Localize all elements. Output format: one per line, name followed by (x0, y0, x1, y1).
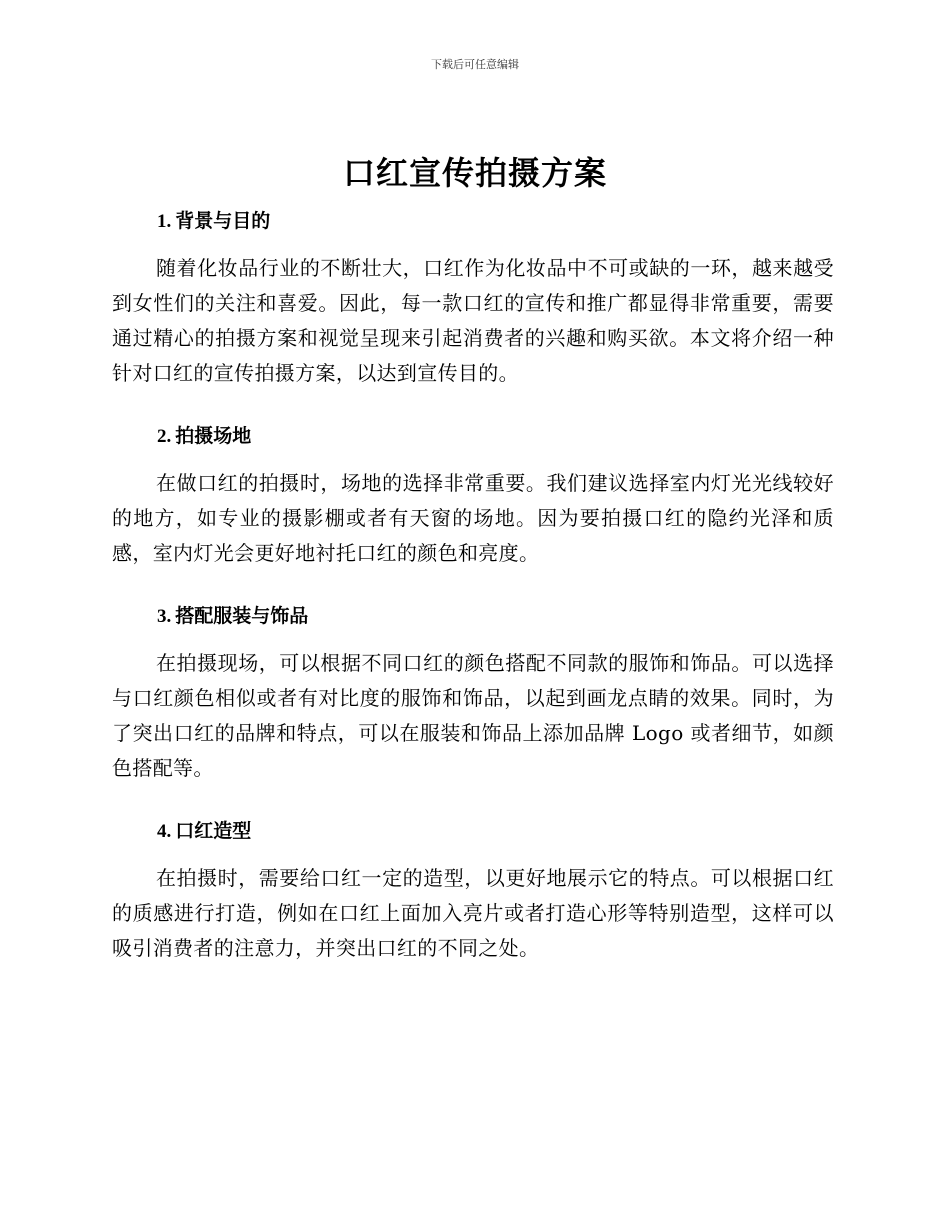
section-number: 3. (157, 606, 172, 627)
section-lipstick-styling (112, 810, 834, 966)
section-number: 2. (157, 426, 172, 447)
section-number: 4. (157, 821, 172, 842)
header-note: 下载后可任意编辑 (431, 58, 519, 71)
section-heading (157, 595, 834, 637)
section-heading-text: 搭配服装与饰品 (175, 605, 309, 627)
document-title: 口红宣传拍摄方案 (342, 154, 607, 192)
section-background-purpose (112, 200, 834, 391)
section-heading (157, 810, 834, 852)
section-shooting-venue (112, 415, 834, 571)
section-heading (157, 415, 834, 457)
section-heading-text: 背景与目的 (175, 210, 271, 232)
section-heading (157, 200, 834, 242)
section-paragraph: 随着化妆品行业的不断壮大，口红作为化妆品中不可或缺的一环，越来越受到女性们的关注和喜爱。因此，每一款口红的宣传和推广都显得非常重要，需要通过精心的拍摄方案和视觉呈现来引起消费者的兴趣和购买欲。本文将介绍一种针对口红的宣传拍摄方案，以达到宣传目的。 (112, 256, 834, 385)
document-body (112, 200, 834, 990)
section-paragraph: 在拍摄时，需要给口红一定的造型，以更好地展示它的特点。可以根据口红的质感进行打造，例如在口红上面加入亮片或者打造心形等特别造型，这样可以吸引消费者的注意力，并突出口红的不同之处。 (112, 866, 834, 960)
section-heading-text: 口红造型 (175, 820, 252, 842)
section-outfit-accessories (112, 595, 834, 786)
section-number: 1. (157, 211, 172, 232)
section-heading-text: 拍摄场地 (175, 425, 252, 447)
section-paragraph: 在做口红的拍摄时，场地的选择非常重要。我们建议选择室内灯光光线较好的地方，如专业的摄影棚或者有天窗的场地。因为要拍摄口红的隐约光泽和质感，室内灯光会更好地衬托口红的颜色和亮度。 (112, 471, 834, 565)
section-paragraph: 在拍摄现场，可以根据不同口红的颜色搭配不同款的服饰和饰品。可以选择与口红颜色相似或者有对比度的服饰和饰品，以起到画龙点睛的效果。同时，为了突出口红的品牌和特点，可以在服装和饰品上添加品牌 Logo 或者细节，如颜色搭配等。 (112, 651, 834, 780)
